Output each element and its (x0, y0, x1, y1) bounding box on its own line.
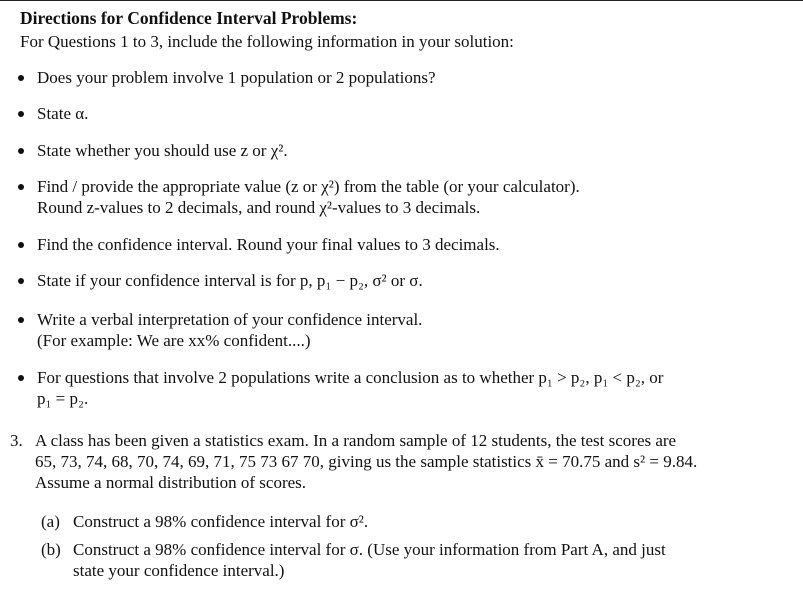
problem-line: Assume a normal distribution of scores. (35, 473, 307, 492)
part-text: Construct a 98% confidence interval for σ. (Use your information from Part A, and just (73, 540, 666, 559)
problem-statement (35, 430, 697, 493)
part-label: (a) (41, 512, 60, 531)
bullet-text: State whether you should use z or χ². (37, 141, 288, 160)
bullet-text: For questions that involve 2 populations write a conclusion as to whether p₁ > p₂, p₁ < p₂, or (37, 368, 664, 387)
bullet-dot-icon (18, 111, 24, 117)
bullet-dot-icon (18, 148, 24, 154)
problem-line: 65, 73, 74, 68, 70, 74, 69, 71, 75 73 67 70, giving us the sample statistics x̄ = 70.75 and s² = 9.84. (35, 452, 698, 471)
bullet-dot-icon (18, 317, 24, 323)
part-label: (b) (41, 540, 61, 559)
bullet-text: p₁ = p₂. (37, 389, 89, 408)
bullet-dot-icon (18, 242, 24, 248)
bullet-text: Find / provide the appropriate value (z or χ²) from the table (or your calculator). (37, 177, 580, 196)
directions-title: Directions for Confidence Interval Problems: (20, 8, 358, 28)
bullet-dot-icon (18, 75, 24, 81)
bullet-text: Write a verbal interpretation of your confidence interval. (37, 310, 423, 329)
bullet-text: State if your confidence interval is for p, p₁ − p₂, σ² or σ. (37, 271, 423, 290)
directions-intro: For Questions 1 to 3, include the following information in your solution: (20, 32, 514, 51)
part-text: state your confidence interval.) (73, 561, 285, 580)
bullet-dot-icon (18, 278, 24, 284)
problem-line: A class has been given a statistics exam. In a random sample of 12 students, the test scores are (35, 431, 677, 450)
bullet-text: Does your problem involve 1 population or 2 populations? (37, 68, 436, 87)
bullet-dot-icon (18, 375, 24, 381)
bullet-text: Round z-values to 2 decimals, and round χ²-values to 3 decimals. (37, 198, 481, 217)
bullet-text: State α. (37, 104, 89, 123)
problem-number: 3. (10, 431, 23, 450)
part-text: Construct a 98% confidence interval for σ². (73, 512, 369, 531)
bullet-dot-icon (18, 184, 24, 190)
bullet-text: Find the confidence interval. Round your final values to 3 decimals. (37, 235, 500, 254)
bullet-text: (For example: We are xx% confident....) (37, 331, 311, 350)
